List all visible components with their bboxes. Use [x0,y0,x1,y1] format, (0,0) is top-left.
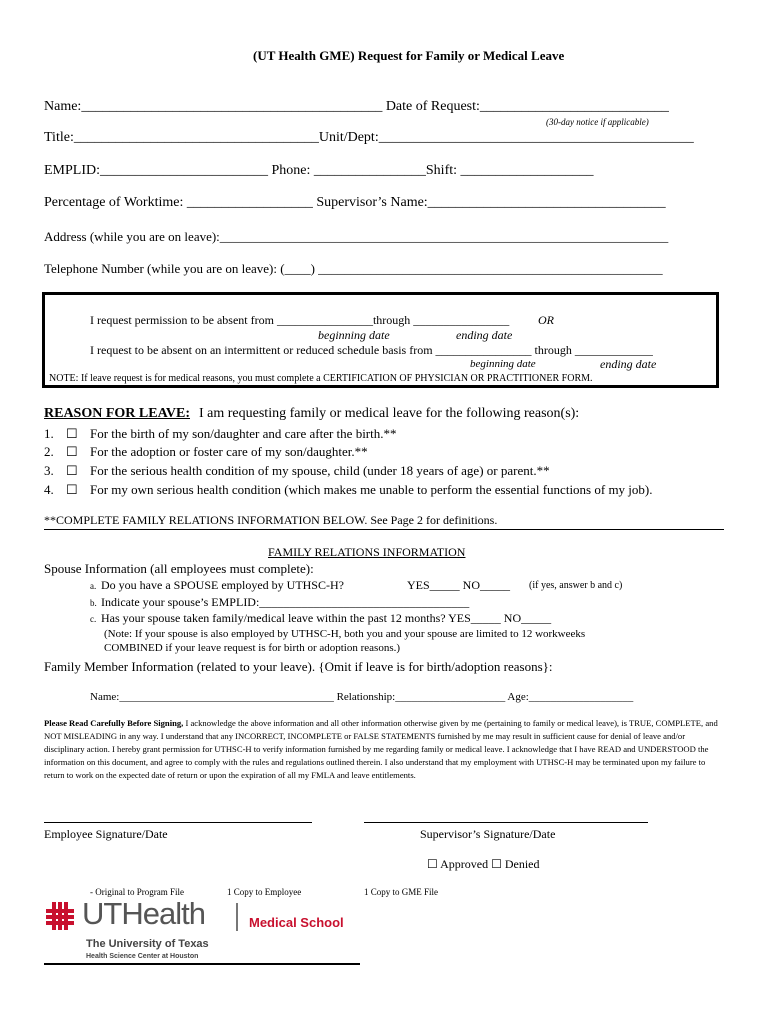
family-member-fields[interactable]: Name:_______________________________________ Relationship:____________________ Age:___________________ [90,691,634,703]
notice-note: (30-day notice if applicable) [546,117,649,127]
employee-signature-label: Employee Signature/Date [44,827,168,841]
employee-signature-line[interactable] [44,822,312,823]
reason-text-1: For the birth of my son/daughter and care after the birth.** [90,426,397,441]
statement-text: I acknowledge the above information and all other information otherwise given by me (pertaining to family or medical leave), is TRUE, COMPLETE, and NOT MISLEADING in any way. I understand that any INCORRECT, INCOMPLETE or FALSE STATEMENTS furnished by me may result in sufficient cause for denial of leave and/or disciplinary action. I hereby grant permission for UTHSC-H to verify information furnished by me regarding family or medical leave. I acknowledge that I have READ and UNDERSTOOD the information on this document, and agree to comply with the rules and regulations outlined therein. I also understand that my employment with UTHSC-H may be terminated upon my failure to return to work on the expected date of return or upon the expiration of all my FMLA and leave entitlements. [44,718,718,780]
beginning-date-label: beginning date [318,328,390,342]
reason-text-4: For my own serious health condition (which makes me unable to perform the essential functions of my job). [90,482,653,497]
question-b[interactable]: Indicate your spouse’s EMPLID:___________________________________ [101,595,470,609]
question-a-yes-no[interactable]: YES_____ NO_____ [407,578,511,592]
health-science-center-label: Health Science Center at Houston [86,953,199,960]
question-c-label: c. [90,614,97,624]
telephone-field[interactable]: Telephone Number (while you are on leave): (____) _____________________________________________________ [44,261,663,276]
or-label: OR [538,313,554,327]
reason-num-3: 3. [44,463,54,478]
name-date-field[interactable]: Name:___________________________________________ Date of Request:___________________________ [44,99,669,114]
emplid-phone-field[interactable]: EMPLID:________________________ Phone: ________________Shift: ___________________ [44,163,594,178]
page-title: (UT Health GME) Request for Family or Medical Leave [253,48,565,63]
question-a-label: a. [90,581,97,591]
supervisor-signature-line[interactable] [364,822,648,823]
reason-num-1: 1. [44,426,54,441]
acknowledgement-statement [44,717,724,782]
reason-text-3: For the serious health condition of my spouse, child (under 18 years of age) or parent.** [90,463,550,478]
ending-date-label: ending date [456,328,513,342]
university-label: The University of Texas [86,938,209,950]
spouse-note-1: (Note: If your spouse is also employed by UTHSC-H, both you and your spouse are limited to 12 workweeks [104,628,586,640]
reason-num-2: 2. [44,444,54,459]
copy-employee: 1 Copy to Employee [227,887,302,897]
medical-school-label: Medical School [249,915,344,930]
worktime-supervisor-field[interactable]: Percentage of Worktime: __________________ Supervisor’s Name:__________________________________ [44,195,666,210]
question-a-note: (if yes, answer b and c) [529,580,623,591]
section-divider [44,529,724,530]
absence-line-2[interactable]: I request to be absent on an intermittent or reduced schedule basis from ________________ through _____________ [90,343,653,357]
ending-date-label-2: ending date [600,357,657,371]
beginning-date-label-2: beginning date [470,358,536,370]
address-field[interactable]: Address (while you are on leave):_____________________________________________________________________ [44,229,669,244]
medical-note: NOTE: If leave request is for medical reasons, you must complete a CERTIFICATION OF PHYSICIAN OR PRACTITIONER FORM. [49,373,593,384]
title-dept-field[interactable]: Title:___________________________________Unit/Dept:_____________________________________________ [44,130,694,145]
complete-family-note: **COMPLETE FAMILY RELATIONS INFORMATION BELOW. See Page 2 for definitions. [44,513,498,527]
copy-gme: 1 Copy to GME File [364,887,439,897]
spouse-info-label: Spouse Information (all employees must complete): [44,561,314,576]
reason-intro: I am requesting family or medical leave for the following reason(s): [199,406,580,421]
reason-checkbox-1[interactable]: ☐ [66,426,78,441]
family-heading: FAMILY RELATIONS INFORMATION [268,545,466,559]
reason-heading: REASON FOR LEAVE: [44,406,190,421]
question-b-label: b. [90,598,97,608]
question-a: Do you have a SPOUSE employed by UTHSC-H? [101,578,344,592]
reason-text-2: For the adoption or foster care of my son/daughter.** [90,444,368,459]
approval-checkboxes[interactable]: ☐ Approved ☐ Denied [427,857,540,871]
supervisor-signature-label: Supervisor’s Signature/Date [420,827,556,841]
reason-checkbox-4[interactable]: ☐ [66,482,78,497]
family-member-label: Family Member Information (related to your leave). {Omit if leave is for birth/adoption reasons}: [44,659,553,674]
absence-line-1[interactable]: I request permission to be absent from ________________through ________________ [90,313,510,327]
statement-bold: Please Read Carefully Before Signing, [44,718,184,728]
logo-divider [236,903,238,931]
question-c[interactable]: Has your spouse taken family/medical leave within the past 12 months? YES_____ NO_____ [101,611,552,625]
uthealth-wordmark: UTHealth [82,896,205,931]
reason-checkbox-3[interactable]: ☐ [66,463,78,478]
logo-underline [44,963,360,965]
spouse-note-2: COMBINED if your leave request is for birth or adoption reasons.) [104,642,401,654]
reason-checkbox-2[interactable]: ☐ [66,444,78,459]
reason-num-4: 4. [44,482,54,497]
uthealth-logo-icon [44,900,76,932]
copy-original: - Original to Program File [90,887,184,897]
